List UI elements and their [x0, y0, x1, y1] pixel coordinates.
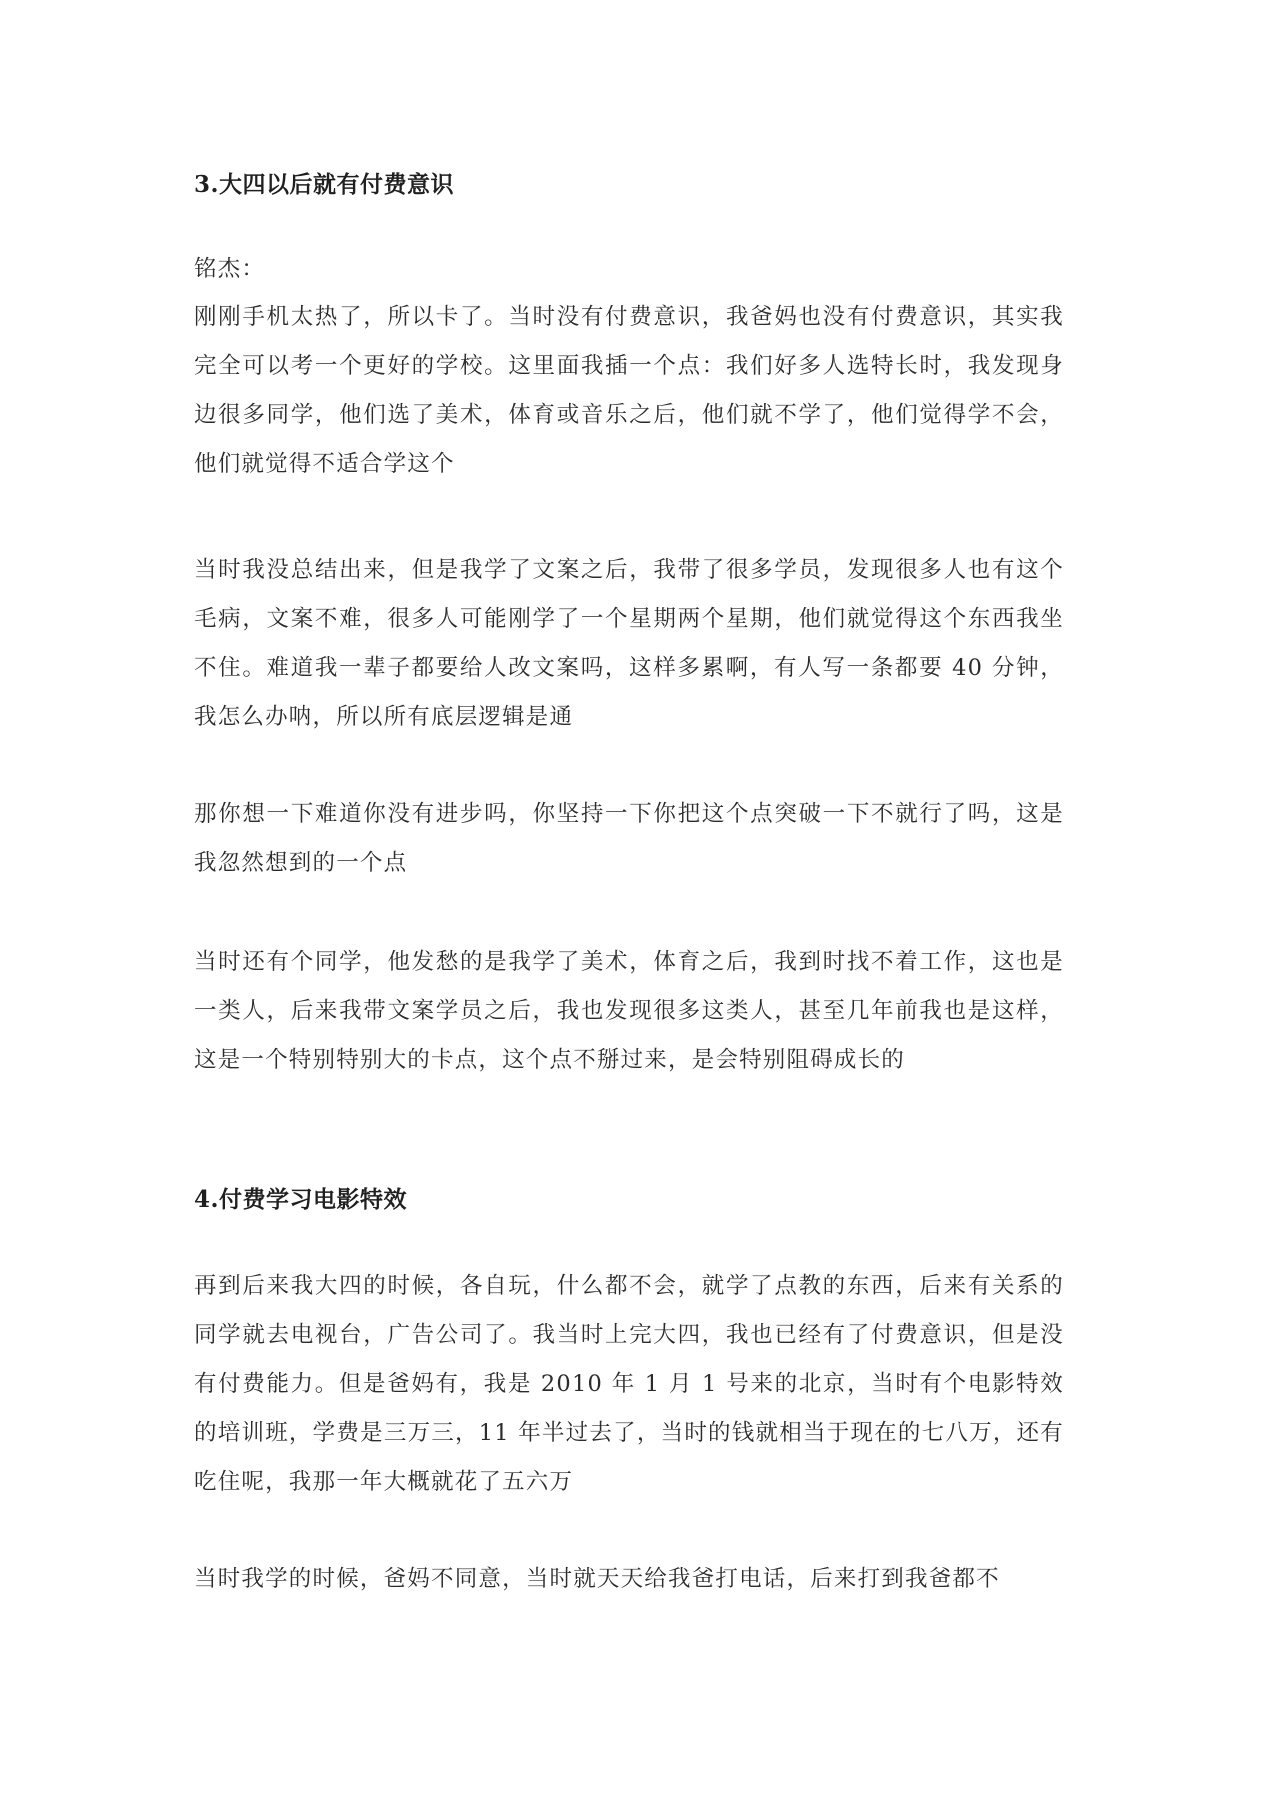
section-heading-4: 4.付费学习电影特效 [194, 1186, 408, 1213]
section-heading-3: 3.大四以后就有付费意识 [194, 171, 455, 198]
paragraph: 刚刚手机太热了，所以卡了。当时没有付费意识，我爸妈也没有付费意识，其实我完全可以考一个更好的学校。这里面我插一个点：我们好多人选特长时，我发现身边很多同学，他们选了美术，体育或音乐之后，他们就不学了，他们觉得学不会，他们就觉得不适合学这个 [194, 304, 1064, 477]
paragraph: 当时我学的时候，爸妈不同意，当时就天天给我爸打电话，后来打到我爸都不 [194, 1566, 1000, 1592]
speaker-name: 铭杰： [194, 256, 266, 282]
paragraph: 当时我没总结出来，但是我学了文案之后，我带了很多学员，发现很多人也有这个毛病，文案不难，很多人可能刚学了一个星期两个星期，他们就觉得这个东西我坐不住。难道我一辈子都要给人改文案吗，这样多累啊，有人写一条都要 40 分钟，我怎么办呐，所以所有底层逻辑是通 [194, 557, 1064, 730]
paragraph: 那你想一下难道你没有进步吗，你坚持一下你把这个点突破一下不就行了吗，这是我忽然想到的一个点 [194, 801, 1064, 876]
paragraph: 再到后来我大四的时候，各自玩，什么都不会，就学了点教的东西，后来有关系的同学就去电视台，广告公司了。我当时上完大四，我也已经有了付费意识，但是没有付费能力。但是爸妈有，我是 2010 年 1 月 1 号来的北京，当时有个电影特效的培训班，学费是三万三，11 年半过去了，当时的钱就相当于现在的七八万，还有吃住呢，我那一年大概就花了五六万 [194, 1273, 1064, 1495]
paragraph: 当时还有个同学，他发愁的是我学了美术，体育之后，我到时找不着工作，这也是一类人，后来我带文案学员之后，我也发现很多这类人，甚至几年前我也是这样，这是一个特别特别大的卡点，这个点不掰过来，是会特别阻碍成长的 [194, 949, 1064, 1073]
